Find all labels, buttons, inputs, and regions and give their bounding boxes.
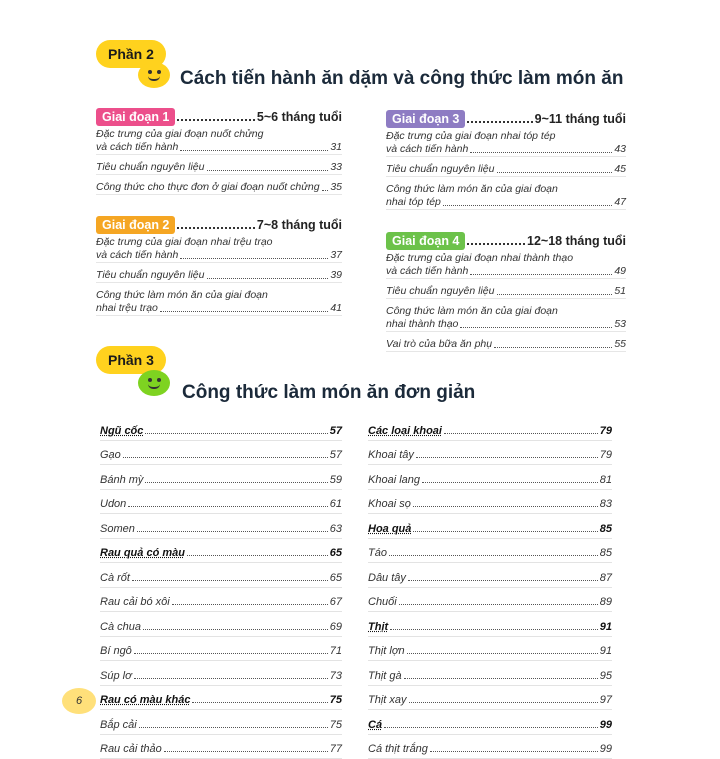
index-category[interactable] — [368, 514, 612, 539]
index-category[interactable] — [368, 416, 612, 441]
leader-dots — [139, 727, 328, 728]
part3-badge: Phần 3 — [96, 346, 166, 374]
index-label: Thịt gà — [368, 670, 402, 682]
index-item[interactable] — [368, 539, 612, 564]
leader-dots — [137, 531, 328, 532]
toc-entry-text: Công thức làm món ăn của giai đoạn — [386, 305, 626, 318]
index-item[interactable] — [368, 686, 612, 711]
index-page-number: 71 — [330, 645, 342, 657]
toc-page-number: 41 — [330, 302, 342, 315]
index-page-number: 77 — [330, 743, 342, 755]
toc-entry-text: Đặc trưng của giai đoạn nhai trệu trạo — [96, 236, 342, 249]
part3-index-left — [100, 416, 342, 759]
index-page-number: 85 — [600, 547, 612, 559]
smiley-icon — [138, 370, 170, 396]
toc-page-number: 55 — [614, 338, 626, 351]
leader-dots — [134, 678, 328, 679]
index-page-number: 75 — [330, 694, 342, 706]
toc-entry[interactable] — [96, 269, 342, 283]
leader-dots — [389, 555, 598, 556]
leader-dots — [180, 258, 328, 259]
toc-page-number: 43 — [614, 143, 626, 156]
part2-badge: Phần 2 — [96, 40, 166, 68]
leader-dots — [470, 274, 612, 275]
toc-entry-text: Đặc trưng của giai đoạn nhai thành thạo — [386, 252, 626, 265]
index-item[interactable] — [368, 735, 612, 759]
leader-dots — [164, 751, 328, 752]
leader-dots — [177, 111, 255, 121]
stage-badge: Giai đoạn 2 — [96, 216, 175, 234]
index-page-number: 67 — [330, 596, 342, 608]
index-page-number: 83 — [600, 498, 612, 510]
leader-dots — [494, 347, 612, 348]
index-page-number: 85 — [600, 523, 612, 535]
index-item[interactable] — [100, 441, 342, 466]
index-category[interactable] — [100, 539, 342, 564]
index-label: Táo — [368, 547, 387, 559]
leader-dots — [416, 457, 598, 458]
index-item[interactable] — [368, 441, 612, 466]
index-label: Thịt xay — [368, 694, 407, 706]
index-item[interactable] — [100, 735, 342, 759]
index-item[interactable] — [368, 588, 612, 613]
index-item[interactable] — [100, 563, 342, 588]
index-item[interactable] — [100, 588, 342, 613]
stage-header — [96, 216, 342, 234]
toc-entry-text: Đặc trưng của giai đoạn nuốt chửng — [96, 128, 342, 141]
stage-toc — [386, 130, 626, 216]
page-number: 6 — [62, 688, 96, 714]
index-label: Khoai lang — [368, 474, 420, 486]
index-label: Cá thịt trắng — [368, 743, 428, 755]
toc-entry[interactable] — [96, 161, 342, 175]
leader-dots — [172, 604, 328, 605]
index-label: Hoa quả — [368, 523, 411, 535]
leader-dots — [460, 327, 612, 328]
toc-entry-text: nhai thành thạo — [386, 318, 458, 331]
leader-dots — [467, 235, 525, 245]
index-label: Cà rốt — [100, 572, 130, 584]
leader-dots — [407, 653, 598, 654]
index-page-number: 59 — [330, 474, 342, 486]
toc-page-number: 35 — [330, 181, 342, 194]
part2-title: Cách tiến hành ăn dặm và công thức làm món ăn — [180, 68, 623, 90]
leader-dots — [207, 278, 329, 279]
leader-dots — [160, 311, 328, 312]
index-category[interactable] — [100, 686, 342, 711]
toc-entry-text: Công thức làm món ăn của giai đoạn — [386, 183, 626, 196]
index-label: Somen — [100, 523, 135, 535]
part3-index-right — [368, 416, 612, 759]
toc-page-number: 47 — [614, 196, 626, 209]
index-page-number: 87 — [600, 572, 612, 584]
index-item[interactable] — [368, 490, 612, 515]
index-page-number: 61 — [330, 498, 342, 510]
toc-page-number: 39 — [330, 269, 342, 282]
toc-entry[interactable] — [96, 289, 342, 316]
toc-page-number: 51 — [614, 285, 626, 298]
stage-header — [96, 108, 342, 126]
toc-page-number: 33 — [330, 161, 342, 174]
index-label: Gạo — [100, 449, 121, 461]
index-label: Thịt — [368, 621, 388, 633]
leader-dots — [145, 482, 327, 483]
leader-dots — [390, 629, 598, 630]
index-category[interactable] — [368, 612, 612, 637]
index-category[interactable] — [100, 416, 342, 441]
toc-entry[interactable] — [386, 338, 626, 352]
toc-page-number: 31 — [330, 141, 342, 154]
toc-entry[interactable] — [96, 236, 342, 263]
index-label: Chuối — [368, 596, 397, 608]
leader-dots — [467, 113, 532, 123]
toc-entry-text: và cách tiến hành — [386, 265, 468, 278]
index-page-number: 57 — [330, 449, 342, 461]
toc-entry-text: Công thức làm món ăn của giai đoạn — [96, 289, 342, 302]
index-label: Udon — [100, 498, 126, 510]
index-label: Các loại khoai — [368, 425, 442, 437]
index-page-number: 63 — [330, 523, 342, 535]
leader-dots — [413, 531, 597, 532]
index-label: Cà chua — [100, 621, 141, 633]
toc-page-number: 49 — [614, 265, 626, 278]
part3-title: Công thức làm món ăn đơn giản — [182, 382, 475, 404]
index-label: Bánh mỳ — [100, 474, 143, 486]
leader-dots — [134, 653, 328, 654]
leader-dots — [123, 457, 328, 458]
toc-page-number: 45 — [614, 163, 626, 176]
index-page-number: 75 — [330, 719, 342, 731]
toc-entry[interactable] — [386, 183, 626, 210]
leader-dots — [443, 205, 612, 206]
leader-dots — [322, 190, 329, 191]
index-page-number: 65 — [330, 547, 342, 559]
index-label: Rau cải thảo — [100, 743, 162, 755]
stage-badge: Giai đoạn 4 — [386, 232, 465, 250]
index-page-number: 89 — [600, 596, 612, 608]
leader-dots — [132, 580, 328, 581]
toc-entry[interactable] — [96, 128, 342, 155]
toc-entry[interactable] — [386, 285, 626, 299]
leader-dots — [180, 150, 328, 151]
toc-entry[interactable] — [386, 130, 626, 157]
index-item[interactable] — [100, 661, 342, 686]
index-label: Bắp cải — [100, 719, 137, 731]
leader-dots — [384, 727, 598, 728]
index-label: Thịt lợn — [368, 645, 405, 657]
stage-badge: Giai đoạn 1 — [96, 108, 175, 126]
toc-page-number: 37 — [330, 249, 342, 262]
index-label: Súp lơ — [100, 670, 132, 682]
index-item[interactable] — [100, 710, 342, 735]
toc-entry-text: và cách tiến hành — [96, 141, 178, 154]
leader-dots — [430, 751, 598, 752]
index-item[interactable] — [100, 490, 342, 515]
leader-dots — [399, 604, 598, 605]
index-item[interactable] — [368, 637, 612, 662]
leader-dots — [470, 152, 612, 153]
index-item[interactable] — [100, 465, 342, 490]
index-label: Dâu tây — [368, 572, 406, 584]
index-item[interactable] — [368, 465, 612, 490]
toc-entry[interactable] — [386, 163, 626, 177]
toc-entry-text: Tiêu chuẩn nguyên liệu — [386, 163, 495, 176]
index-label: Khoai sọ — [368, 498, 411, 510]
stage-header — [386, 110, 626, 128]
stage-toc — [96, 236, 342, 322]
stage-toc — [96, 128, 342, 201]
index-page-number: 99 — [600, 719, 612, 731]
leader-dots — [409, 702, 598, 703]
leader-dots — [413, 506, 598, 507]
index-page-number: 99 — [600, 743, 612, 755]
leader-dots — [207, 170, 329, 171]
leader-dots — [422, 482, 598, 483]
stage-age: 12~18 tháng tuổi — [527, 234, 626, 248]
toc-entry-text: Đặc trưng của giai đoạn nhai tóp tép — [386, 130, 626, 143]
smiley-icon — [138, 62, 170, 88]
toc-entry-text: Tiêu chuẩn nguyên liệu — [386, 285, 495, 298]
leader-dots — [408, 580, 598, 581]
leader-dots — [404, 678, 598, 679]
index-page-number: 91 — [600, 645, 612, 657]
stage-age: 9~11 tháng tuổi — [535, 112, 626, 126]
leader-dots — [444, 433, 598, 434]
index-item[interactable] — [100, 637, 342, 662]
leader-dots — [192, 702, 327, 703]
index-item[interactable] — [368, 563, 612, 588]
index-category[interactable] — [368, 710, 612, 735]
index-page-number: 95 — [600, 670, 612, 682]
index-page-number: 73 — [330, 670, 342, 682]
index-item[interactable] — [100, 612, 342, 637]
index-page-number: 79 — [600, 449, 612, 461]
leader-dots — [497, 294, 613, 295]
stage-toc — [386, 252, 626, 358]
index-page-number: 91 — [600, 621, 612, 633]
leader-dots — [145, 433, 327, 434]
stage-header — [386, 232, 626, 250]
index-label: Ngũ cốc — [100, 425, 143, 437]
index-label: Rau cải bó xôi — [100, 596, 170, 608]
index-page-number: 79 — [600, 425, 612, 437]
stage-age: 7~8 tháng tuổi — [257, 218, 342, 232]
index-item[interactable] — [100, 514, 342, 539]
leader-dots — [128, 506, 327, 507]
index-label: Rau quả có màu — [100, 547, 185, 559]
toc-entry[interactable] — [386, 252, 626, 279]
toc-entry-text: Tiêu chuẩn nguyên liệu — [96, 161, 205, 174]
toc-entry-text: nhai tóp tép — [386, 196, 441, 209]
leader-dots — [177, 219, 255, 229]
index-page-number: 69 — [330, 621, 342, 633]
index-label: Bí ngô — [100, 645, 132, 657]
index-page-number: 65 — [330, 572, 342, 584]
toc-page-number: 53 — [614, 318, 626, 331]
index-label: Cá — [368, 719, 382, 731]
leader-dots — [497, 172, 613, 173]
stage-badge: Giai đoạn 3 — [386, 110, 465, 128]
index-page-number: 97 — [600, 694, 612, 706]
index-item[interactable] — [368, 661, 612, 686]
toc-entry[interactable] — [96, 181, 342, 195]
leader-dots — [143, 629, 328, 630]
toc-entry-text: Vai trò của bữa ăn phụ — [386, 338, 492, 351]
toc-entry-text: Tiêu chuẩn nguyên liệu — [96, 269, 205, 282]
index-page-number: 57 — [330, 425, 342, 437]
stage-age: 5~6 tháng tuổi — [257, 110, 342, 124]
leader-dots — [187, 555, 328, 556]
index-label: Rau có màu khác — [100, 694, 190, 706]
toc-entry-text: và cách tiến hành — [386, 143, 468, 156]
index-page-number: 81 — [600, 474, 612, 486]
toc-entry-text: và cách tiến hành — [96, 249, 178, 262]
index-label: Khoai tây — [368, 449, 414, 461]
toc-entry-text: Công thức cho thực đơn ở giai đoạn nuốt chửng — [96, 181, 320, 194]
toc-entry[interactable] — [386, 305, 626, 332]
toc-entry-text: nhai trệu trạo — [96, 302, 158, 315]
